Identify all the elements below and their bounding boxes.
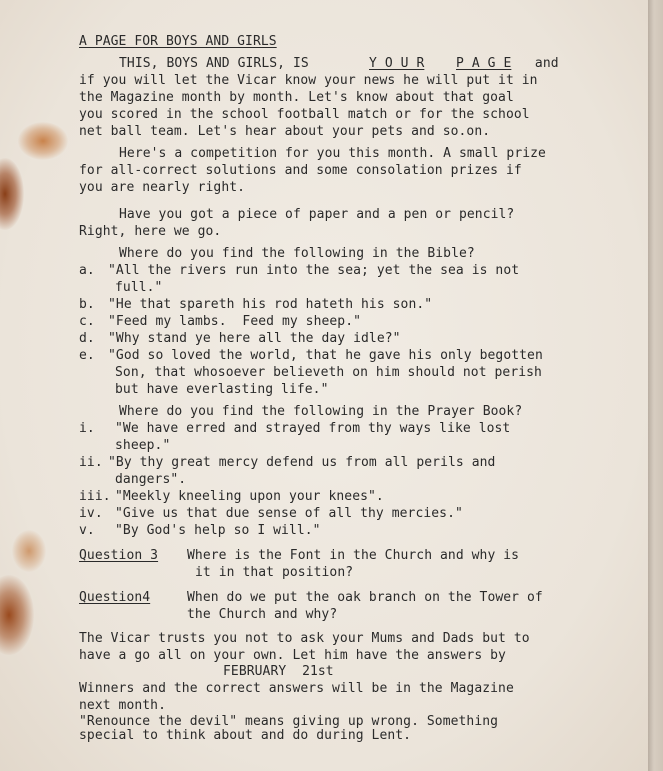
bible-heading: Where do you find the following in the Bible? [119, 246, 475, 261]
competition-line: Here's a competition for you this month. A small prize [119, 146, 546, 161]
competition-line: for all-correct solutions and some consolation prizes if [79, 163, 522, 178]
closing-line: special to think about and do during Lent. [79, 728, 412, 743]
question3-label: Question 3 [79, 548, 159, 563]
intro-line: you scored in the school football match or for the school [79, 107, 530, 122]
intro-line: and [527, 56, 559, 71]
intro-line: THIS, BOYS AND GIRLS, IS [119, 56, 317, 71]
list-item: "We have erred and strayed from thy ways like lost [115, 421, 511, 436]
list-item: "All the rivers run into the sea; yet the sea is not [108, 263, 520, 278]
question4-text: When do we put the oak branch on the Tower of [187, 590, 543, 605]
question4-label: Question4 [79, 590, 151, 605]
rust-stain [18, 122, 68, 160]
rust-stain [0, 575, 34, 655]
closing-line: Winners and the correct answers will be in the Magazine [79, 681, 514, 696]
list-item: "Give us that due sense of all thy mercies." [115, 506, 463, 521]
list-marker: ii. [79, 455, 103, 470]
list-marker: i. [79, 421, 95, 436]
list-marker: c. [79, 314, 95, 329]
list-item-cont: dangers". [115, 472, 187, 487]
list-item-cont: full." [115, 280, 163, 295]
list-item: "Feed my lambs. Feed my sheep." [108, 314, 362, 329]
closing-line: "Renounce the devil" means giving up wrong. Something [79, 714, 499, 729]
intro-line: the Magazine month by month. Let's know about that goal [79, 90, 514, 105]
ready-line: Have you got a piece of paper and a pen or pencil? [119, 207, 515, 222]
list-marker: d. [79, 331, 95, 346]
list-marker: iii. [79, 489, 111, 504]
question3-text: it in that position? [195, 565, 354, 580]
list-item-cont: sheep." [115, 438, 171, 453]
list-marker: v. [79, 523, 95, 538]
list-item: "By God's help so I will." [115, 523, 321, 538]
list-marker: b. [79, 297, 95, 312]
closing-line: next month. [79, 698, 166, 713]
intro-your: Y O U R [369, 56, 425, 71]
intro-line: net ball team. Let's hear about your pets and so.on. [79, 124, 491, 139]
deadline: FEBRUARY 21st [223, 664, 334, 679]
list-item: "Meekly kneeling upon your knees". [115, 489, 384, 504]
list-item: "Why stand ye here all the day idle?" [108, 331, 401, 346]
ready-line: Right, here we go. [79, 224, 222, 239]
rust-stain [12, 530, 46, 572]
list-item: "God so loved the world, that he gave his only begotten [108, 348, 543, 363]
list-item: "By thy great mercy defend us from all perils and [108, 455, 496, 470]
list-item-cont: Son, that whosoever believeth on him should not perish [115, 365, 542, 380]
list-marker: e. [79, 348, 95, 363]
closing-line: The Vicar trusts you not to ask your Mums and Dads but to [79, 631, 530, 646]
list-marker: a. [79, 263, 95, 278]
list-item-cont: but have everlasting life." [115, 382, 329, 397]
prayer-book-heading: Where do you find the following in the Prayer Book? [119, 404, 523, 419]
closing-line: have a go all on your own. Let him have the answers by [79, 648, 506, 663]
page-edge [648, 0, 663, 771]
intro-line: if you will let the Vicar know your news he will put it in [79, 73, 538, 88]
list-item: "He that spareth his rod hateth his son." [108, 297, 433, 312]
rust-stain [0, 158, 24, 230]
competition-line: you are nearly right. [79, 180, 246, 195]
page-title: A PAGE FOR BOYS AND GIRLS [79, 34, 277, 49]
list-marker: iv. [79, 506, 103, 521]
intro-page: P A G E [456, 56, 512, 71]
question4-text: the Church and why? [187, 607, 338, 622]
question3-text: Where is the Font in the Church and why is [187, 548, 520, 563]
